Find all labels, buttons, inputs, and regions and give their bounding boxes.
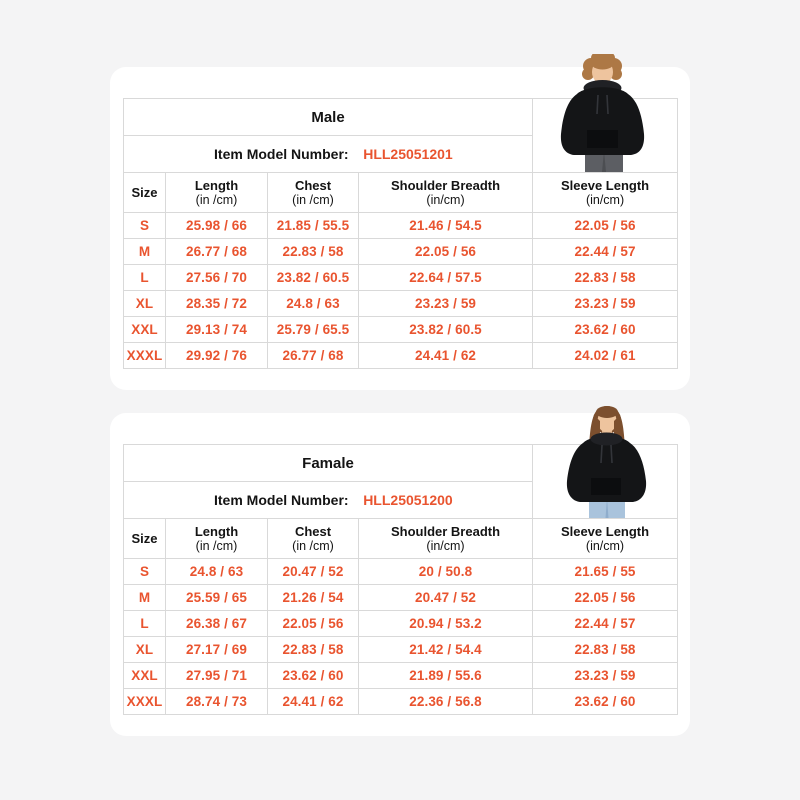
shoulder-value: 21.42 / 54.4: [359, 637, 533, 663]
col-header-sleeve: Sleeve Length (in/cm): [533, 173, 678, 213]
item-model-label: Item Model Number:: [214, 146, 349, 162]
chest-value: 22.83 / 58: [268, 637, 359, 663]
chest-value: 23.82 / 60.5: [268, 265, 359, 291]
length-value: 26.77 / 68: [166, 239, 268, 265]
female-model-illustration: [549, 403, 665, 518]
chest-value: 20.47 / 52: [268, 559, 359, 585]
size-row-l: [124, 611, 678, 637]
chest-value: 21.85 / 55.5: [268, 213, 359, 239]
item-model-row: [124, 136, 533, 173]
female-model-photo: [549, 403, 665, 518]
col-header-size: Size: [124, 173, 166, 213]
col-header-length: Length (in /cm): [166, 173, 268, 213]
col-header-shoulder: Shoulder Breadth (in/cm): [359, 173, 533, 213]
length-value: 29.92 / 76: [166, 343, 268, 369]
shoulder-value: 21.89 / 55.6: [359, 663, 533, 689]
drawstrings: [601, 445, 612, 463]
size-row-xxl: [124, 663, 678, 689]
sleeve-value: 22.44 / 57: [533, 611, 678, 637]
shoulder-value: 22.36 / 56.8: [359, 689, 533, 715]
size-value: XL: [124, 291, 166, 317]
hair-back: [593, 406, 621, 434]
hood: [584, 80, 622, 96]
sleeve-value: 22.83 / 58: [533, 265, 678, 291]
length-value: 27.17 / 69: [166, 637, 268, 663]
jeans: [589, 498, 625, 518]
size-row-xl: [124, 291, 678, 317]
length-value: 27.95 / 71: [166, 663, 268, 689]
chest-value: 22.83 / 58: [268, 239, 359, 265]
shoulder-value: 21.46 / 54.5: [359, 213, 533, 239]
size-row-xxl: [124, 317, 678, 343]
sleeve-value: 23.62 / 60: [533, 689, 678, 715]
sleeve-value: 22.83 / 58: [533, 637, 678, 663]
pants: [585, 151, 623, 172]
table-title: Famale: [124, 445, 533, 482]
shoulder-value: 20.47 / 52: [359, 585, 533, 611]
col-header-shoulder: Shoulder Breadth (in/cm): [359, 519, 533, 559]
length-value: 28.35 / 72: [166, 291, 268, 317]
female-size-chart-card: [110, 413, 690, 736]
chest-value: 25.79 / 65.5: [268, 317, 359, 343]
size-value: XXL: [124, 317, 166, 343]
length-value: 28.74 / 73: [166, 689, 268, 715]
chest-value: 24.41 / 62: [268, 689, 359, 715]
length-value: 25.59 / 65: [166, 585, 268, 611]
length-value: 27.56 / 70: [166, 265, 268, 291]
female-size-table: [123, 444, 678, 715]
hood: [591, 433, 623, 446]
size-row-m: [124, 239, 678, 265]
neck: [597, 78, 609, 88]
shoulder-value: 23.23 / 59: [359, 291, 533, 317]
length-value: 25.98 / 66: [166, 213, 268, 239]
size-value: XXXL: [124, 689, 166, 715]
col-header-chest: Chest (in /cm): [268, 519, 359, 559]
chest-value: 23.62 / 60: [268, 663, 359, 689]
shoulder-value: 22.05 / 56: [359, 239, 533, 265]
male-size-chart-card: [110, 67, 690, 390]
male-size-table: [123, 98, 678, 369]
item-model-value: HLL25051200: [363, 492, 453, 508]
shoulder-value: 23.82 / 60.5: [359, 317, 533, 343]
size-value: L: [124, 265, 166, 291]
item-model-label: Item Model Number:: [214, 492, 349, 508]
chest-value: 26.77 / 68: [268, 343, 359, 369]
size-value: XXXL: [124, 343, 166, 369]
item-model-row: [124, 482, 533, 519]
chest-value: 22.05 / 56: [268, 611, 359, 637]
length-value: 26.38 / 67: [166, 611, 268, 637]
hair-right-lock: [614, 415, 627, 469]
drawstrings: [597, 95, 608, 114]
item-model-value: HLL25051201: [363, 146, 453, 162]
hair-fringe: [596, 406, 618, 418]
col-header-size: Size: [124, 519, 166, 559]
size-row-m: [124, 585, 678, 611]
shoulder-value: 20.94 / 53.2: [359, 611, 533, 637]
size-value: XXL: [124, 663, 166, 689]
chest-value: 21.26 / 54: [268, 585, 359, 611]
face: [592, 60, 613, 84]
shoulder-value: 20 / 50.8: [359, 559, 533, 585]
sleeve-value: 22.44 / 57: [533, 239, 678, 265]
col-header-length: Length (in /cm): [166, 519, 268, 559]
kangaroo-pocket: [591, 478, 621, 495]
size-value: M: [124, 239, 166, 265]
hoodie-body: [561, 87, 644, 155]
size-value: XL: [124, 637, 166, 663]
face: [598, 410, 617, 433]
size-row-xxxl: [124, 689, 678, 715]
male-model-illustration: [545, 54, 661, 172]
model-photo-cell: [533, 445, 678, 519]
size-value: S: [124, 559, 166, 585]
size-value: S: [124, 213, 166, 239]
size-row-xl: [124, 637, 678, 663]
length-value: 24.8 / 63: [166, 559, 268, 585]
sleeve-value: 23.23 / 59: [533, 663, 678, 689]
size-row-l: [124, 265, 678, 291]
sleeve-value: 23.62 / 60: [533, 317, 678, 343]
size-row-s: [124, 213, 678, 239]
model-photo-cell: [533, 99, 678, 173]
male-model-photo: [545, 54, 661, 172]
col-header-chest: Chest (in /cm): [268, 173, 359, 213]
sleeve-value: 21.65 / 55: [533, 559, 678, 585]
hair-left-lock: [587, 415, 600, 465]
length-value: 29.13 / 74: [166, 317, 268, 343]
header-row: [124, 519, 678, 559]
header-row: [124, 173, 678, 213]
chest-value: 24.8 / 63: [268, 291, 359, 317]
size-value: L: [124, 611, 166, 637]
hoodie-body: [567, 436, 646, 502]
size-row-xxxl: [124, 343, 678, 369]
col-header-sleeve: Sleeve Length (in/cm): [533, 519, 678, 559]
sleeve-value: 24.02 / 61: [533, 343, 678, 369]
sleeve-value: 22.05 / 56: [533, 213, 678, 239]
kangaroo-pocket: [587, 130, 618, 148]
sleeve-value: 22.05 / 56: [533, 585, 678, 611]
sleeve-value: 23.23 / 59: [533, 291, 678, 317]
shoulder-value: 24.41 / 62: [359, 343, 533, 369]
size-value: M: [124, 585, 166, 611]
shoulder-value: 22.64 / 57.5: [359, 265, 533, 291]
table-title: Male: [124, 99, 533, 136]
size-row-s: [124, 559, 678, 585]
neck: [602, 427, 612, 436]
curly-hair: [582, 54, 622, 80]
